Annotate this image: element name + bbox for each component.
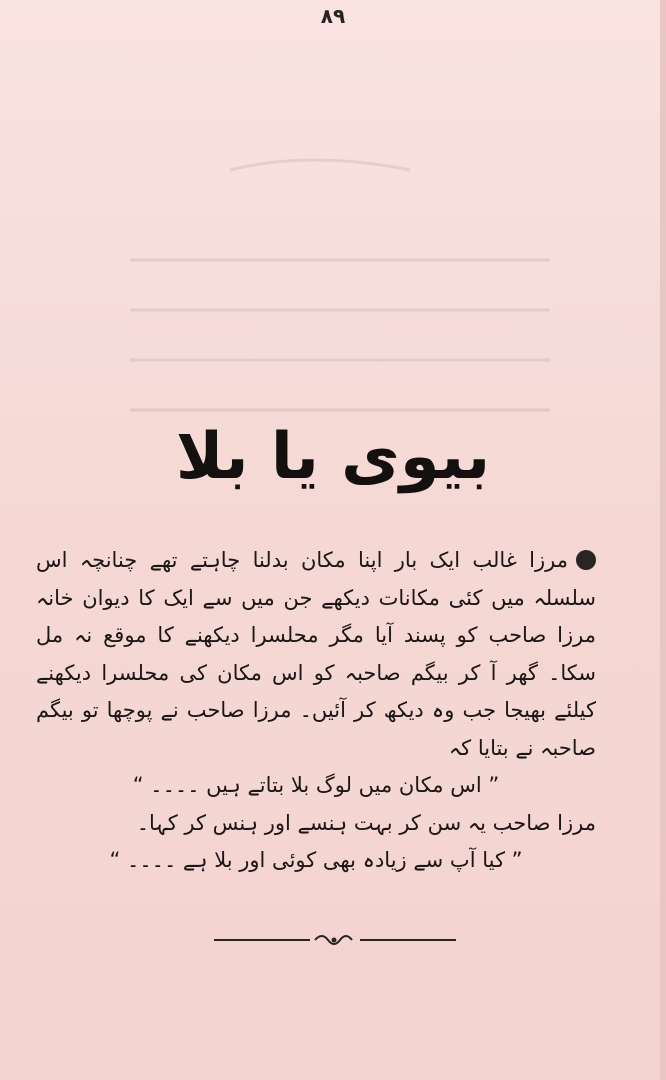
bullet-icon xyxy=(576,550,596,570)
ornament-divider xyxy=(210,928,460,952)
page-title: بیوی یا بلا xyxy=(175,420,491,494)
page-number: ۸۹ xyxy=(320,4,346,28)
dialogue-line-1: ” اس مکان میں لوگ بلا بتاتے ہیں ۔۔۔۔ “ xyxy=(132,773,500,797)
story-paragraph: مرزا غالب ایک بار اپنا مکان بدلنا چاہتے تھے چنانچہ اس سلسلہ میں کئی مکانات دیکھے جن میں سے ایک کا دیوان خانہ مرزا صاحب کو پسند آیا مگر محلسرا دیکھنے کا موقع نہ مل سکا۔ گھر آ کر بیگم صاحبہ کو اس مکان کی محلسرا دیکھنے کیلئے بھیجا جب وہ دیکھ کر آئیں۔ مرزا صاحب نے پوچھا تو بیگم صاحبہ نے بتایا کہ xyxy=(36,548,596,760)
narration-line: مرزا صاحب یہ سن کر بہت ہنسے اور ہنس کر کہا۔ xyxy=(136,810,596,835)
show-through-scribble xyxy=(110,140,570,460)
story-body xyxy=(36,542,596,880)
page-edge xyxy=(660,0,666,1080)
show-through-text xyxy=(110,140,570,460)
dialogue-line-2: ” کیا آپ سے زیادہ بھی کوئی اور بلا ہے ۔۔۔۔ “ xyxy=(109,848,523,872)
